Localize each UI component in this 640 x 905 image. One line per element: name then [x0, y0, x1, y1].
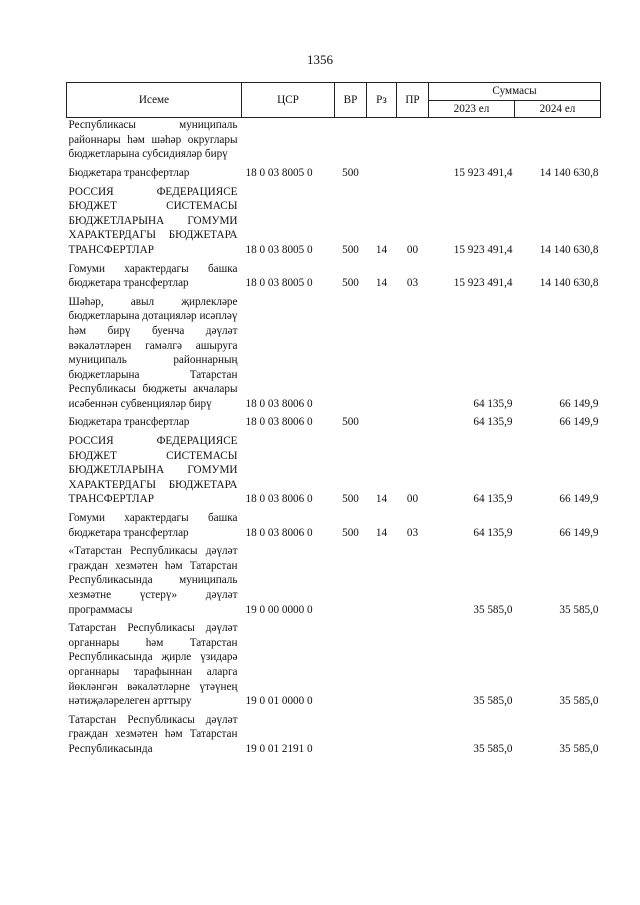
page-number: 1356 — [307, 52, 333, 67]
row-pr — [397, 415, 429, 434]
row-pr — [397, 621, 429, 713]
row-pr: 00 — [406, 243, 419, 256]
table-body — [67, 118, 601, 761]
table-row — [67, 118, 601, 166]
row-sum-2024: 66 149,9 — [559, 416, 599, 429]
row-vr — [335, 544, 367, 621]
row-sum-2023: 64 135,9 — [473, 416, 513, 429]
row-pr: 03 — [406, 526, 419, 539]
row-sum-2024: 14 140 630,8 — [539, 166, 599, 179]
row-name: Бюджетара трансфертлар — [68, 416, 190, 429]
row-name: Бюджетара трансфертлар — [68, 166, 190, 179]
row-csr — [242, 118, 335, 166]
row-vr: 500 — [342, 526, 359, 539]
row-sum-2024: 14 140 630,8 — [539, 243, 599, 256]
table-row — [67, 295, 601, 416]
row-rz — [367, 621, 397, 713]
header-year-2023: 2023 ел — [429, 100, 515, 118]
header-name: Исеме — [67, 83, 242, 118]
row-sum-2023: 35 585,0 — [473, 603, 513, 616]
row-name: Гомуми характердагы башка бюджетара трансфертлар — [68, 512, 238, 539]
table-row — [67, 185, 601, 262]
row-sum-2024 — [515, 118, 601, 166]
table-row — [67, 511, 601, 544]
row-sum-2023: 35 585,0 — [473, 742, 513, 755]
row-pr — [397, 295, 429, 416]
row-sum-2024: 35 585,0 — [559, 695, 599, 708]
row-rz — [367, 118, 397, 166]
table-row — [67, 713, 601, 761]
row-sum-2023: 64 135,9 — [473, 526, 513, 539]
row-vr — [335, 621, 367, 713]
header-rz: Рз — [367, 83, 397, 118]
budget-table — [66, 82, 601, 761]
row-pr — [397, 166, 429, 185]
row-vr — [335, 295, 367, 416]
row-csr: 18 0 03 8006 0 — [245, 416, 313, 429]
row-csr: 18 0 03 8005 0 — [245, 277, 313, 290]
row-sum-2023: 64 135,9 — [473, 397, 513, 410]
row-vr: 500 — [342, 243, 359, 256]
row-vr: 500 — [342, 277, 359, 290]
header-sums: Суммасы — [429, 83, 601, 101]
header-pr: ПР — [397, 83, 429, 118]
row-vr — [335, 713, 367, 761]
header-csr: ЦСР — [242, 83, 335, 118]
header-year-2024: 2024 ел — [515, 100, 601, 118]
row-vr: 500 — [342, 166, 359, 179]
row-csr: 18 0 03 8006 0 — [245, 493, 313, 506]
row-csr: 19 0 00 0000 0 — [245, 603, 313, 616]
row-name: Республикасы муниципаль районнары һәм шәһәр округлары бюджетларына субсидияләр бирү — [68, 119, 238, 161]
table-row — [67, 544, 601, 621]
row-csr: 19 0 01 0000 0 — [245, 695, 313, 708]
row-sum-2023 — [429, 118, 515, 166]
row-sum-2024: 14 140 630,8 — [539, 277, 599, 290]
table-row — [67, 621, 601, 713]
table-row — [67, 434, 601, 511]
row-sum-2023: 15 923 491,4 — [453, 243, 513, 256]
row-name: РОССИЯ ФЕДЕРАЦИЯСЕ БЮДЖЕТ СИСТЕМАСЫ БЮДЖЕТЛАРЫНА ГОМУМИ ХАРАКТЕРДАГЫ БЮДЖЕТАРА ТРАНСФЕРТЛАР — [68, 185, 238, 256]
row-pr: 00 — [406, 493, 419, 506]
row-rz — [367, 713, 397, 761]
row-csr: 18 0 03 8005 0 — [245, 166, 313, 179]
row-pr — [397, 544, 429, 621]
row-name: «Татарстан Республикасы дәүләт граждан хезмәтен һәм Татарстан Республикасында муниципаль хезмәтне үстерү» дәүләт программасы — [68, 545, 238, 616]
row-vr: 500 — [342, 416, 359, 429]
row-rz: 14 — [375, 243, 388, 256]
row-vr — [335, 118, 367, 166]
row-pr — [397, 713, 429, 761]
row-sum-2024: 66 149,9 — [559, 493, 599, 506]
row-name: РОССИЯ ФЕДЕРАЦИЯСЕ БЮДЖЕТ СИСТЕМАСЫ БЮДЖЕТЛАРЫНА ГОМУМИ ХАРАКТЕРДАГЫ БЮДЖЕТАРА ТРАНСФЕРТЛАР — [68, 435, 238, 506]
row-name: Татарстан Республикасы дәүләт органнары һәм Татарстан Республикасында җирле үзидарә органнары тарафыннан аларга йөкләнгән вәкаләтләрне үтәүнең нәтиҗәләрелеген арттыру — [68, 622, 238, 708]
row-sum-2024: 35 585,0 — [559, 603, 599, 616]
row-csr: 18 0 03 8006 0 — [245, 526, 313, 539]
row-rz — [367, 166, 397, 185]
table-row — [67, 166, 601, 185]
header-vr: ВР — [335, 83, 367, 118]
row-rz — [367, 415, 397, 434]
row-name: Татарстан Республикасы дәүләт граждан хезмәтен һәм Татарстан Республикасында — [68, 713, 238, 755]
row-sum-2024: 66 149,9 — [559, 397, 599, 410]
table-row — [67, 415, 601, 434]
row-rz: 14 — [375, 493, 388, 506]
table-header — [67, 83, 601, 118]
row-sum-2023: 64 135,9 — [473, 493, 513, 506]
row-csr: 18 0 03 8006 0 — [245, 397, 313, 410]
table-row — [67, 262, 601, 295]
row-sum-2023: 15 923 491,4 — [453, 277, 513, 290]
row-pr — [397, 118, 429, 166]
row-sum-2023: 35 585,0 — [473, 695, 513, 708]
row-csr: 18 0 03 8005 0 — [245, 243, 313, 256]
row-vr: 500 — [342, 493, 359, 506]
row-sum-2024: 66 149,9 — [559, 526, 599, 539]
row-sum-2024: 35 585,0 — [559, 742, 599, 755]
row-pr: 03 — [406, 277, 419, 290]
row-sum-2023: 15 923 491,4 — [453, 166, 513, 179]
row-rz: 14 — [375, 277, 388, 290]
row-rz — [367, 544, 397, 621]
row-name: Гомуми характердагы башка бюджетара трансфертлар — [68, 262, 238, 290]
row-rz: 14 — [375, 526, 388, 539]
row-rz — [367, 295, 397, 416]
row-name: Шәһәр, авыл җирлекләре бюджетларына дотацияләр исәпләү һәм бирү буенча дәүләт вәкаләтләрен гамәлгә ашыруга муниципаль районнарның бюджетларына Татарстан Республикасы бюджеты акчалары исәбеннән субвенцияләр бирү — [68, 295, 238, 410]
row-csr: 19 0 01 2191 0 — [245, 742, 313, 755]
